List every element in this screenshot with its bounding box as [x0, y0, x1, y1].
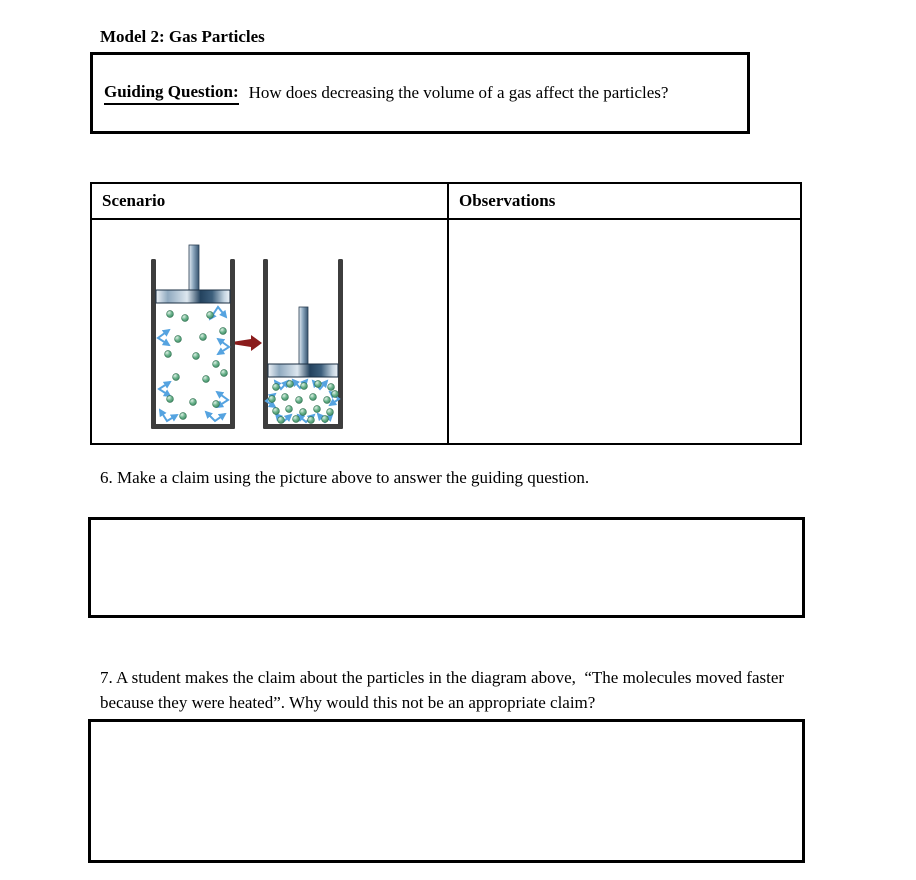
table-header-row — [91, 183, 801, 219]
guiding-question-box — [90, 52, 750, 134]
cylinder-floor — [263, 424, 343, 429]
guiding-question-text: How does decreasing the volume of a gas affect the particles? — [248, 83, 669, 102]
column-header-scenario: Scenario — [91, 183, 448, 219]
large-volume-cylinder — [151, 245, 235, 429]
piston-head — [268, 364, 338, 377]
piston-rod — [189, 245, 199, 292]
gas-particles-compressed — [269, 381, 339, 424]
cylinder-wall-left — [151, 259, 156, 429]
piston-rod — [299, 307, 308, 365]
gas-particles-spread — [165, 311, 228, 420]
scenario-observations-table — [90, 182, 802, 445]
piston-head — [156, 290, 230, 303]
column-header-observations: Observations — [448, 183, 801, 219]
guiding-question-label: Guiding Question: — [104, 82, 239, 105]
cylinder-wall-right — [230, 259, 235, 429]
page-title: Model 2: Gas Particles — [100, 27, 265, 46]
question-7: 7. A student makes the claim about the particles in the diagram above, “The molecules moved faster because they were heated”. Why would this not be an appropriate claim? — [100, 668, 789, 712]
table-row — [91, 219, 801, 444]
gas-compression-diagram — [148, 244, 348, 434]
observations-cell — [448, 219, 801, 444]
cylinder-wall-left — [263, 259, 268, 429]
scenario-cell — [91, 219, 448, 444]
question-6: 6. Make a claim using the picture above to answer the guiding question. — [100, 468, 590, 487]
cylinder-floor — [151, 424, 235, 429]
cylinder-wall-right — [338, 259, 343, 429]
small-volume-cylinder — [263, 259, 343, 429]
answer-box-question-7 — [88, 719, 805, 863]
answer-box-question-6 — [88, 517, 805, 618]
compression-arrow — [235, 335, 262, 351]
